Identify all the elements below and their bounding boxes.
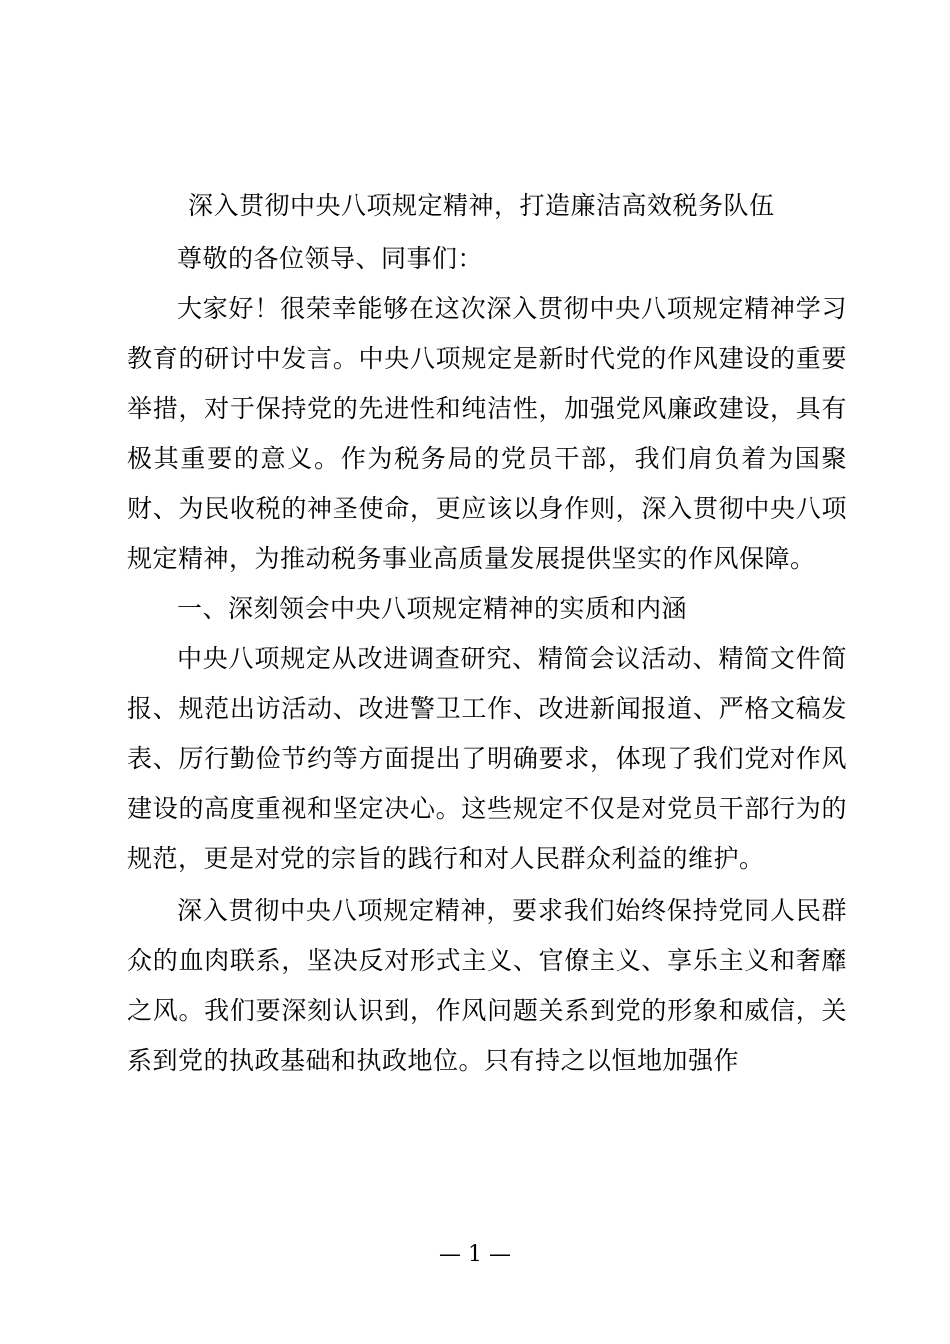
section-heading: 一、深刻领会中央八项规定精神的实质和内涵	[177, 594, 688, 623]
document-title: 深入贯彻中央八项规定精神，打造廉洁高效税务队伍	[188, 191, 775, 220]
document-body	[127, 234, 847, 1086]
paragraph-body: 中央八项规定从改进调查研究、精简会议活动、精简文件简报、规范出访活动、改进警卫工作、改进新闻报道、严格文稿发表、厉行勤俭节约等方面提出了明确要求，体现了我们党对作风建设的高度重视和坚定决心。这些规定不仅是对党员干部行为的规范，更是对党的宗旨的践行和对人民群众利益的维护。	[127, 644, 847, 873]
paragraph-body: 深入贯彻中央八项规定精神，要求我们始终保持党同人民群众的血肉联系，坚决反对形式主义、官僚主义、享乐主义和奢靡之风。我们要深刻认识到，作风问题关系到党的形象和威信，关系到党的执政基础和执政地位。只有持之以恒地加强作	[127, 896, 847, 1075]
page-number: — 1 —	[439, 1242, 511, 1267]
paragraph-intro: 大家好！很荣幸能够在这次深入贯彻中央八项规定精神学习教育的研讨中发言。中央八项规定是新时代党的作风建设的重要举措，对于保持党的先进性和纯洁性，加强党风廉政建设，具有极其重要的意义。作为税务局的党员干部，我们肩负着为国聚财、为民收税的神圣使命，更应该以身作则，深入贯彻中央八项规定精神，为推动税务事业高质量发展提供坚实的作风保障。	[127, 294, 847, 573]
salutation: 尊敬的各位领导、同事们：	[177, 244, 484, 273]
